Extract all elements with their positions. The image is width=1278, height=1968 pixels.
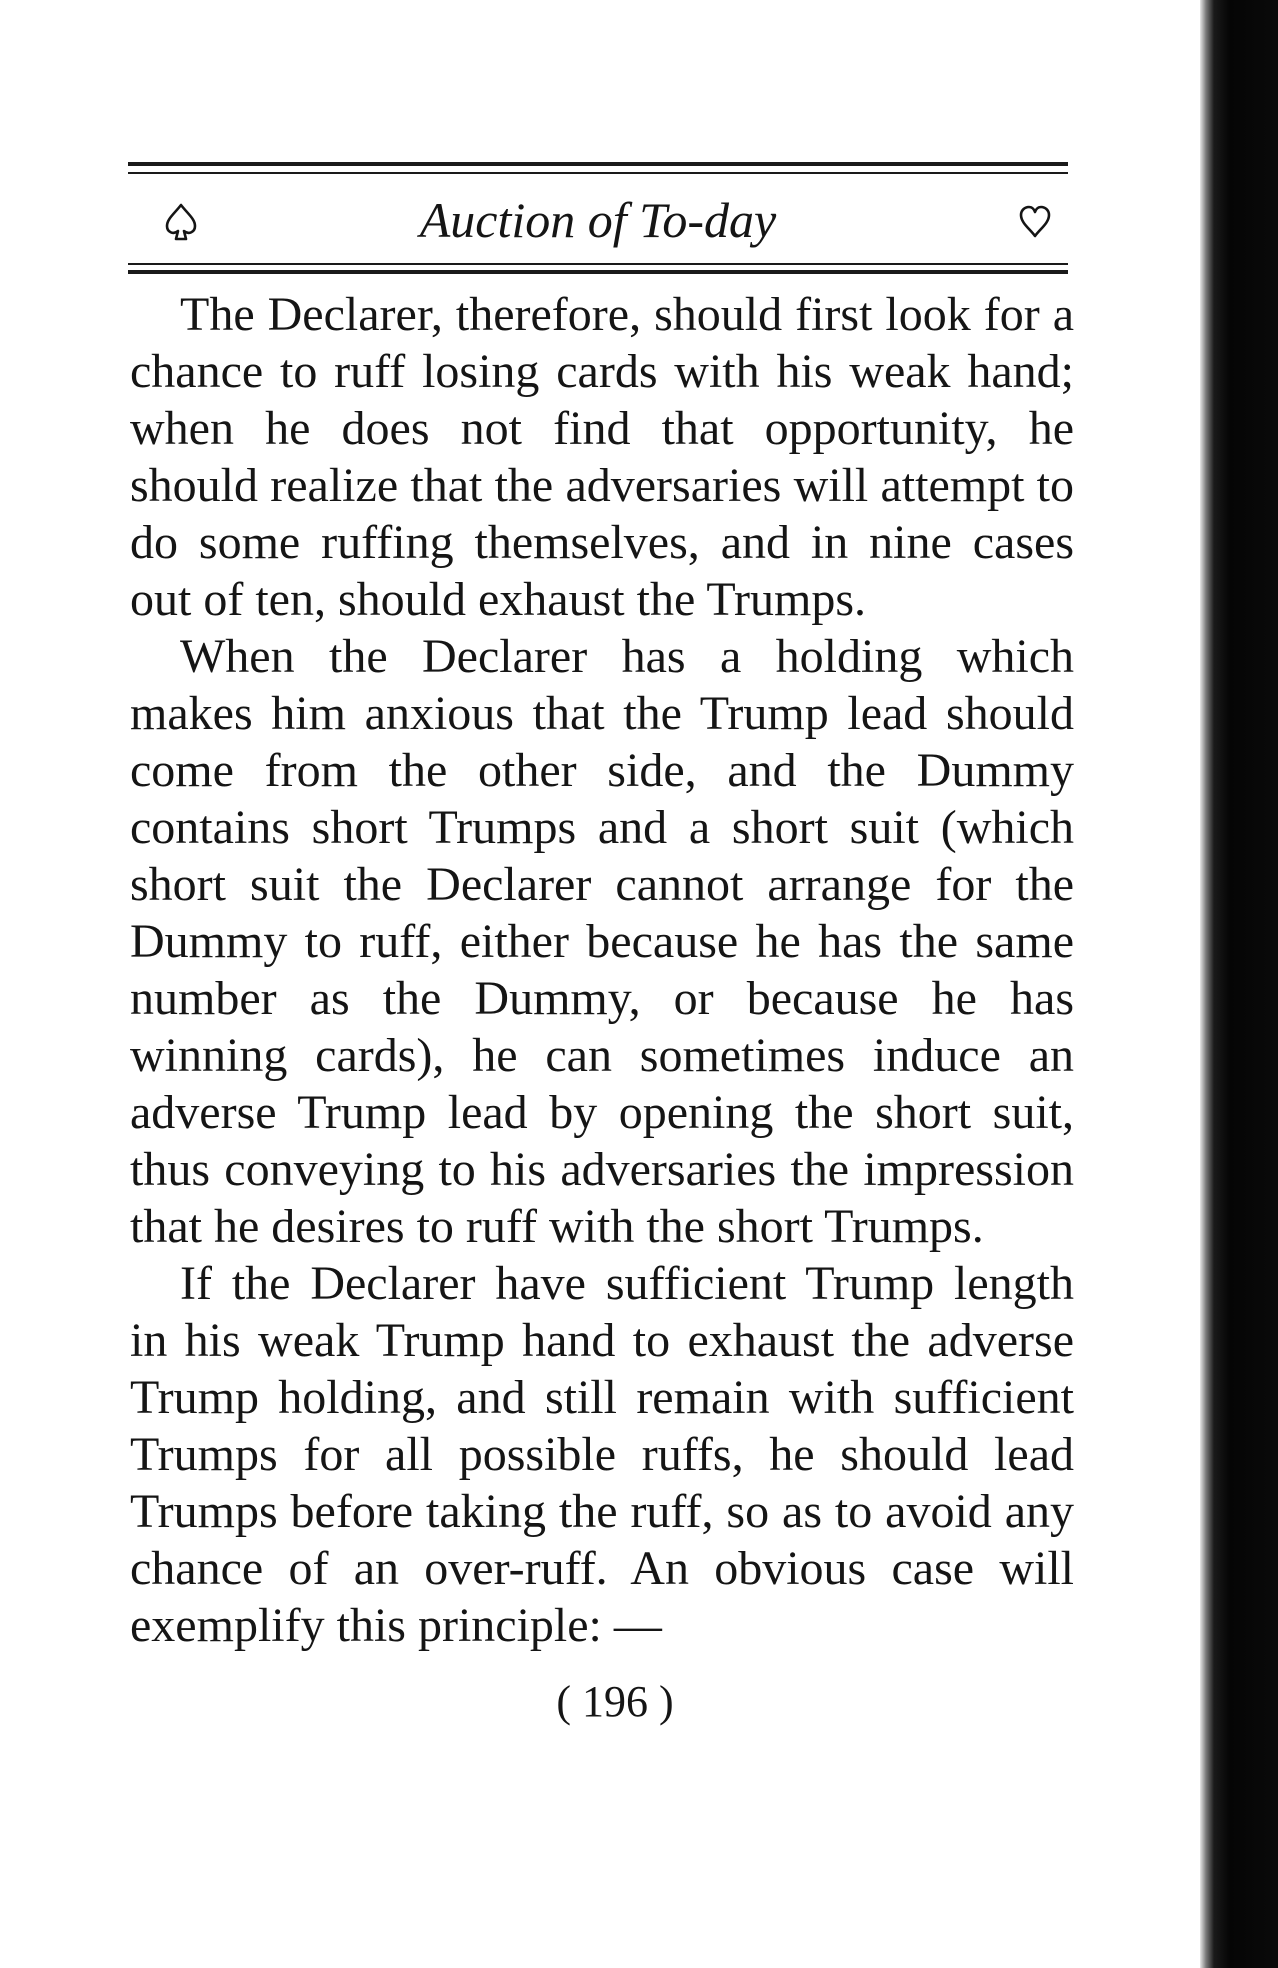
header-rule-top-thick bbox=[128, 162, 1068, 166]
running-head-title: Auction of To-day bbox=[419, 192, 777, 248]
running-head bbox=[128, 188, 1068, 258]
page-number: ( 196 ) bbox=[556, 1677, 674, 1726]
paragraph-1: The Declarer, therefore, should first look for a chance to ruff losing cards with his weak hand; when he does not find that opportunity, he should realize that the adversaries will attempt to do some ruffing themselves, and in nine cases out of ten, should exhaust the Trumps. bbox=[130, 288, 1074, 626]
book-binding-edge bbox=[1200, 0, 1278, 1968]
paragraph-3: If the Declarer have sufficient Trump length in his weak Trump hand to exhaust the adverse Trump holding, and still remain with sufficient Trumps for all possible ruffs, he should lead Trumps before taking the ruff, so as to avoid any chance of an over-ruff. An obvious case will exemplify this principle: — bbox=[130, 1257, 1074, 1652]
header-rule-bottom-thin bbox=[128, 263, 1068, 265]
heart-outline-icon bbox=[1018, 204, 1052, 244]
paragraph-2: When the Declarer has a holding which makes him anxious that the Trump lead should come from the other side, and the Dummy contains short Trumps and a short suit (which short suit the Declarer cannot arrange for the Dummy to ruff, either because he has the same number as the Dummy, or because he has winning cards), he can sometimes induce an adverse Trump lead by opening the short suit, thus conveying to his adversaries the impression that he desires to ruff with the short Trumps. bbox=[130, 630, 1074, 1253]
body-text bbox=[130, 286, 1074, 1654]
header-rule-bottom-thick bbox=[128, 270, 1068, 274]
header-rule-top-thin bbox=[128, 172, 1068, 174]
